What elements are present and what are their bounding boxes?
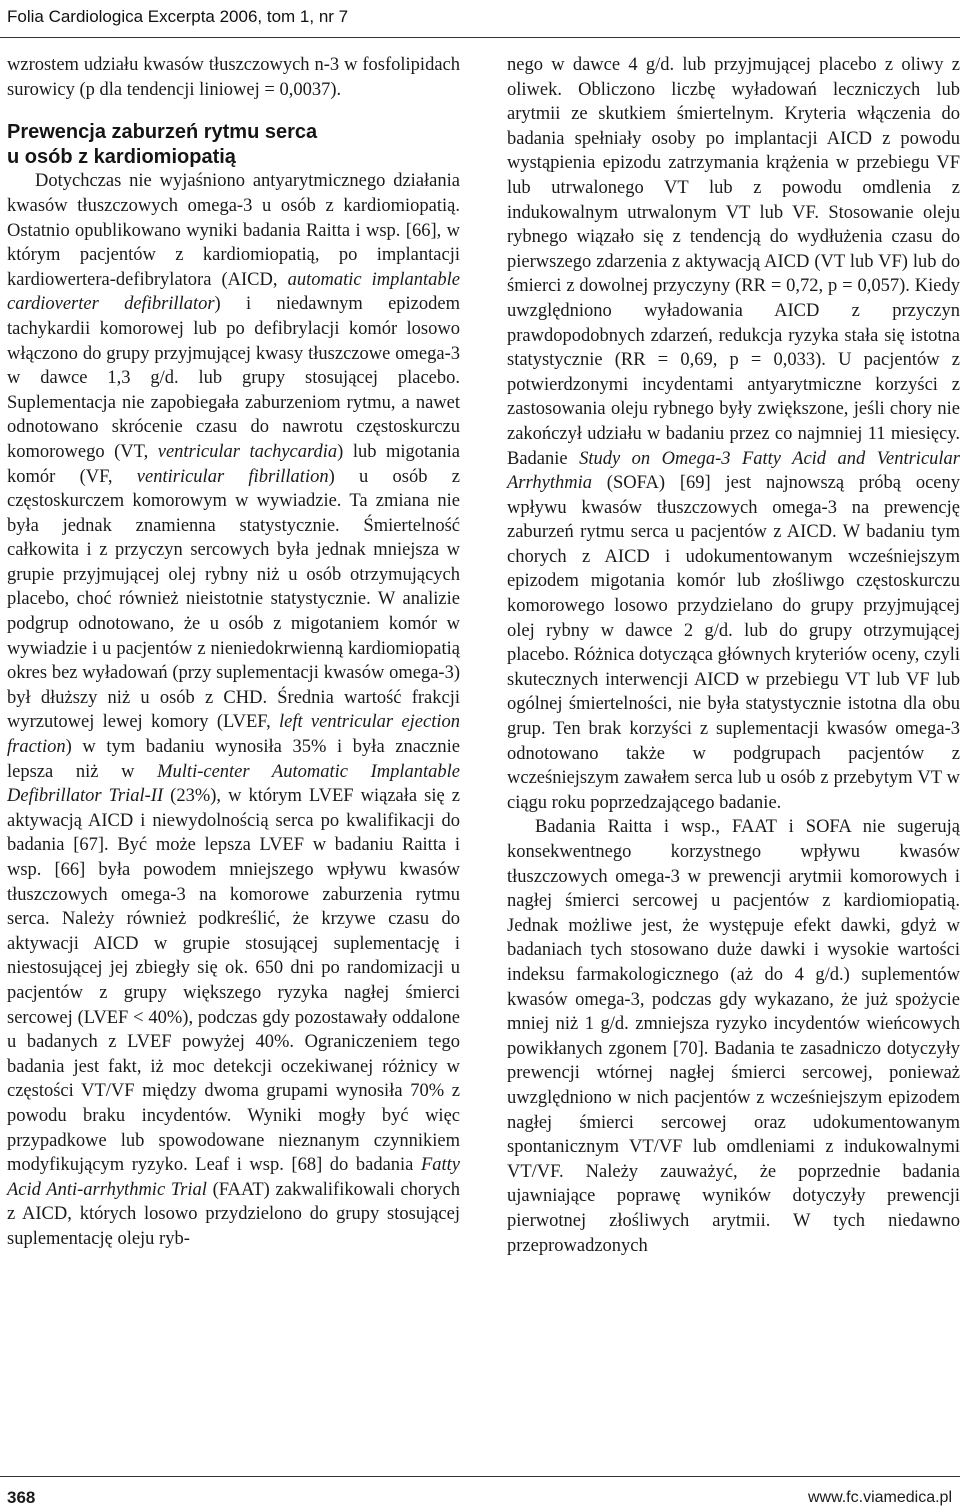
term-italic: ventricular tachycardia (157, 441, 338, 462)
text-run: nego w dawce 4 g/d. lub przyjmującej placebo z oliwy z oliwek. Obliczono liczbę wyładowań leczniczych lub arytmii ze skutkiem śmiertelnym. Kryteria włączenia do badania spełniały osoby po implantacji AICD z powodu wystąpienia epizodu zatrzymania krążenia w przebiegu VF lub utrwalonego VT lub z powodu omdlenia z indukowalnym utrwalonym VT lub VF. Stosowanie oleju rybnego wiązało się z tendencją do wydłużenia czasu do pierwszego zdarzenia z aktywacją AICD (VT lub VF) lub do śmierci z dowolnej przyczyny (RR = 0,72, p = 0,057). Kiedy uwzględniono wyładowania AICD z przyczyn prawdopodobnych zdarzeń, redukcja ryzyka stała się istotna statystycznie (RR = 0,69, p = 0,033). U pacjentów z potwierdzonymi incydentami antyarytmiczne korzyści z zastosowania oleju rybnego były zwiększone, jeśli chory nie zakończył udziału w badaniu przez co najmniej 11 miesięcy. Badanie (507, 55, 960, 469)
journal-title: Folia Cardiologica Excerpta 2006, tom 1, nr 7 (7, 7, 349, 26)
text-run: ) i niedawnym epizodem tachykardii komorowej lub po defibrylacji komór losowo włączono do grupy przyjmującej kwasy tłuszczowe omega-3 w dawce 1,3 g/d. lub grupy stosującej placebo. Suplementacja nie zapobiegała zaburzeniom rytmu, a nawet odnotowano skrócenie czasu do nawrotu częstoskurczu komorowego (VT, (7, 294, 460, 462)
body-paragraph (7, 169, 460, 1251)
section-title-line-2: u osób z kardiomiopatią (7, 145, 236, 168)
text-run: (SOFA) [69] jest najnowszą próbą oceny wpływu kwasów tłuszczowych omega-3 na prewencję zaburzeń rytmu serca u pacjentów z AICD. W badaniu tym chorych z AICD i udokumentowanym wcześniejszym epizodem migotania komór lub złośliwgo częstoskurczu komorowego losowo przydzielano do grupy przyjmującej olej rybny w dawce 2 g/d. lub do grupy otrzymującej placebo. Różnica dotycząca głównych kryteriów oceny, czyli skutecznych interwencji AICD w przebiegu VT lub VF lub ogólnej śmiertelności, nie była statystycznie istotna dla obu grup. Ten brak korzyści z suplementacji kwasów omega-3 odnotowano także w podgrupach pacjentów z wcześniejszym zawałem serca lub u osób z przebytym VT w ciągu roku poprzedzającego badanie. (507, 473, 960, 813)
text-run: (23%), w którym LVEF wiązała się z aktywacją AICD i niewydolnością serca po kwalifikacji do badania [67]. Być może lepsza LVEF w badaniu Raitta i wsp. [66] była powodem mniejszego wpływu kwasów tłuszczowych omega-3 na komorowe zaburzenia rytmu serca. Należy również podkreślić, że krzywe czasu do aktywacji AICD w grupie stosującej suplementację i niestosującej jej zbiegły się ok. 650 dni po randomizacji u pacjentów z grupy większego ryzyka nagłej śmierci sercowej (LVEF < 40%), podczas gdy pozostawały oddalone u badanych z LVEF powyżej 40%. Ograniczeniem tego badania jest fakt, iż moc detekcji oczekiwanej różnicy w częstości VT/VF między dwoma grupami wynosiła 70% z powodu braku incydentów. Wyniki mogły być więc przypadkowe lub spowodowane nieznanym czynnikiem modyfikującym ryzyko. Leaf i wsp. [68] do badania (7, 786, 460, 1176)
right-column (507, 53, 960, 1258)
term-italic: left ventricular ejection fraction (7, 712, 460, 758)
text-run: ) w tym badaniu wynosiła 35% i była znacznie lepsza niż w (7, 737, 460, 782)
footer-divider (0, 1476, 960, 1477)
text-run: (FAAT) zakwalifikowali chorych z AICD, których losowo przydzielono do grupy stosującej suplementację oleju ryb- (7, 1179, 460, 1249)
term-italic: ventiricular fibrillation (136, 466, 329, 487)
body-paragraph: Badania Raitta i wsp., FAAT i SOFA nie sugerują konsekwentnego korzystnego wpływu kwasów tłuszczowych omega-3 w prewencji arytmii komorowych i nagłej śmierci sercowej u pacjentów z kardiomiopatią. Jednak możliwe jest, że występuje efekt dawki, gdyż w badaniach tych stosowano duże dawki i wysokie wartości indeksu farmakologicznego (aż do 4 g/d.) suplementów kwasów omega-3, podczas gdy wykazano, że już spożycie mniej niż 1 g/d. zmniejsza ryzyko incydentów wieńcowych powikłanych zgonem [70]. Badania te zasadniczo dotyczyły prewencji wtórnej nagłej śmierci sercowej, ponieważ uwzględniono w nich pacjentów z wcześniejszym epizodem nagłej śmierci sercowej oraz udokumentowanym spontanicznym VT/VF lub omdleniami z indukowalnymi VT/VF. Należy zauważyć, że poprzednie badania ujawniające poprawę wyników dotyczyły prewencji pierwotnej złośliwych arytmii. W tych niedawno przeprowadzonych (507, 817, 960, 1256)
term-italic: Fatty Acid Anti-arrhythmic Trial (7, 1155, 460, 1200)
text-run: ) u osób z częstoskurczem komorowym w wywiadzie. Ta zmiana nie była jednak znamienna statystycznie. Śmiertelność całkowita i z przyczyn sercowych była jednak mniejsza w grupie przyjmującej olej rybny niż u osób otrzymujących placebo, choć również nieistotnie statystycznie. W analizie podgrup odnotowano, że u osób z migotaniem komór w wywiadzie i u pacjentów z nieniedokrwienną kardiomiopatią okres bez wyładowań (przy suplementacji kwasów omega-3) był dłuższy niż u osób z CHD. Średnia wartość frakcji wyrzutowej lewej komory (LVEF, (7, 466, 460, 733)
journal-url-link[interactable]: www.fc.viamedica.pl (807, 1489, 952, 1506)
term-italic: Multi-center Automatic Implantable Defibrillator Trial-II (7, 761, 460, 807)
left-column (7, 53, 460, 1252)
term-italic: Study on Omega-3 Fatty Acid and Ventricular Arrhythmia (507, 448, 960, 494)
intro-paragraph: wzrostem udziału kwasów tłuszczowych n-3 w fosfolipidach surowicy (p dla tendencji liniowej = 0,0037). (7, 55, 460, 100)
section-title-line-1: Prewencja zaburzeń rytmu serca (7, 121, 318, 144)
text-run: ) lub migotania komór (VF, (7, 441, 460, 487)
text-run: Dotychczas nie wyjaśniono antyarytmicznego działania kwasów tłuszczowych omega-3 u osób z kardiomiopatią. Ostatnio opublikowano wyniki badania Raitta i wsp. [66], w którym pacjentów z kardiomiopatią, po implantacji kardiowertera-defibrylatora (AICD, (7, 171, 460, 290)
running-head (7, 2, 947, 32)
term-italic: automatic implantable cardioverter defibrillator (7, 269, 461, 315)
header-divider (0, 37, 960, 38)
body-paragraph (507, 53, 960, 815)
section-title (7, 120, 460, 169)
page-number: 368 (7, 1488, 36, 1507)
